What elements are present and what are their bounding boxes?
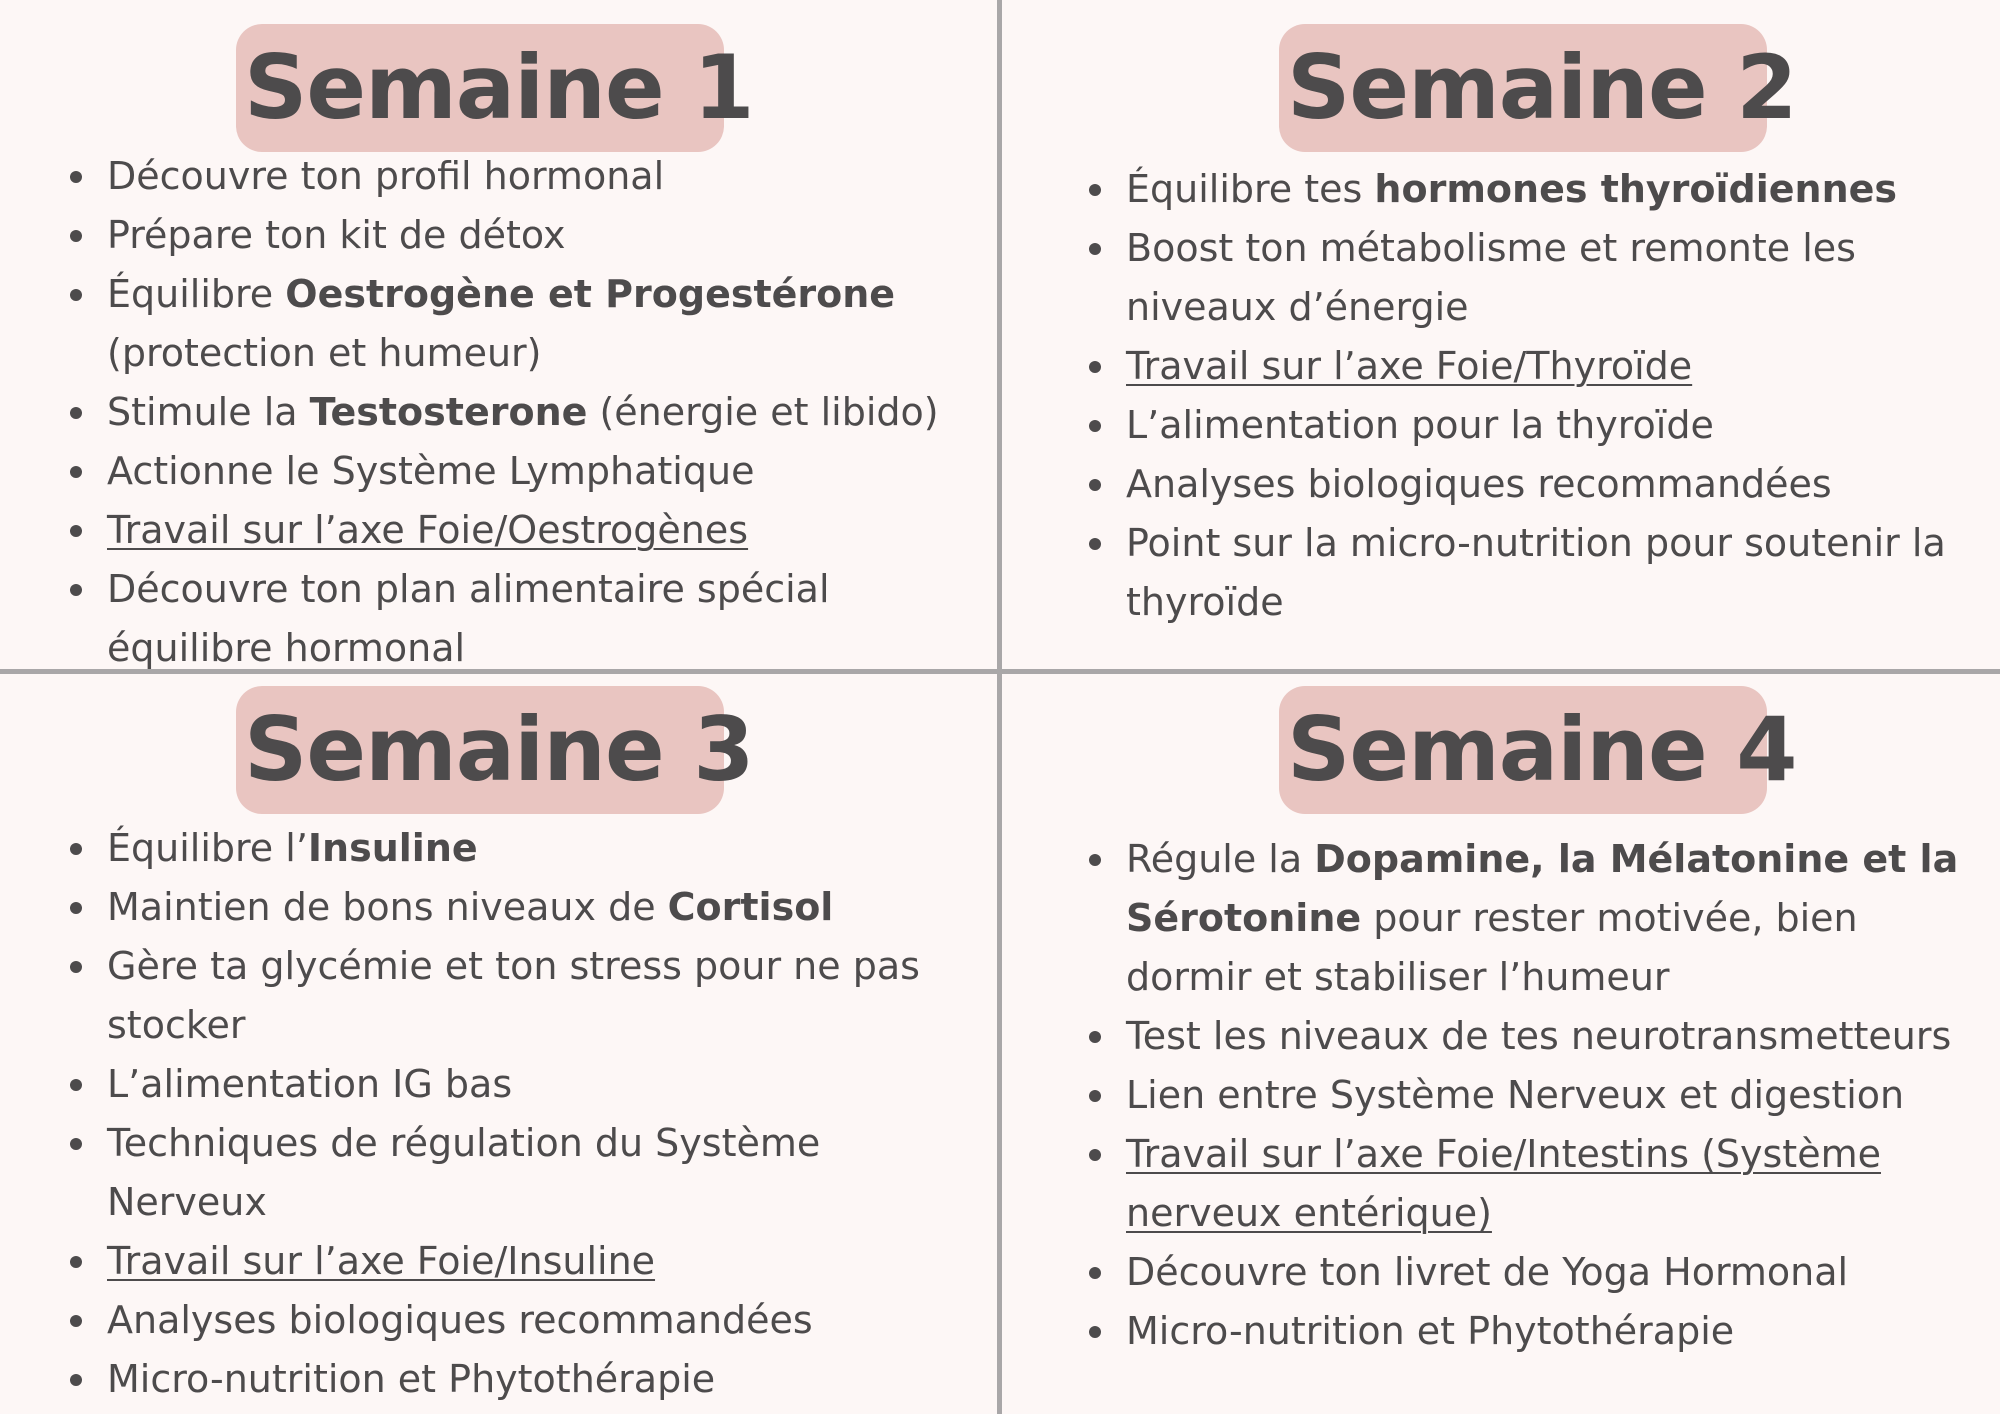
list-item [107,501,987,560]
week-2-panel [1002,0,2000,669]
week-1-panel [0,0,997,669]
list-item: Stimule la Testosterone (énergie et libido) [107,383,987,442]
list-item: Lien entre Système Nerveux et digestion [1126,1066,1992,1125]
underlined-topic: Travail sur l’axe Foie/Oestrogènes [107,508,749,552]
list-item: L’alimentation pour la thyroïde [1126,396,1992,455]
list-item: Techniques de régulation du Système Nerveux [107,1114,987,1232]
week-1-title: Semaine 1 [236,24,724,152]
list-item: L’alimentation IG bas [107,1055,987,1114]
list-item: Maintien de bons niveaux de Cortisol [107,878,987,937]
list-item: Équilibre tes hormones thyroïdiennes [1126,160,1992,219]
week-3-panel [0,674,997,1414]
list-item: Découvre ton livret de Yoga Hormonal [1126,1243,1992,1302]
list-item: Gère ta glycémie et ton stress pour ne pas stocker [107,937,987,1055]
list-item: Prépare ton kit de détox [107,206,987,265]
list-item: Micro-nutrition et Phytothérapie [1126,1302,1992,1361]
list-item: Régule la Dopamine, la Mélatonine et la Sérotonine pour rester motivée, bien dormir et stabiliser l’humeur [1126,830,1992,1007]
week-4-list [1126,830,1992,1361]
list-item: Équilibre Oestrogène et Progestérone (protection et humeur) [107,265,987,383]
list-item: Point sur la micro-nutrition pour soutenir la thyroïde [1126,514,1992,632]
week-3-title: Semaine 3 [236,686,724,814]
week-1-list [107,147,987,678]
list-item: Actionne le Système Lymphatique [107,442,987,501]
list-item: Analyses biologiques recommandées [1126,455,1992,514]
week-2-list [1126,160,1992,632]
list-item [1126,337,1992,396]
week-4-title: Semaine 4 [1279,686,1767,814]
week-4-panel [1002,674,2000,1414]
list-item: Analyses biologiques recommandées [107,1291,987,1350]
list-item: Boost ton métabolisme et remonte les niveaux d’énergie [1126,219,1992,337]
underlined-topic: Travail sur l’axe Foie/Intestins (Système nerveux entérique) [1126,1132,1881,1235]
week-3-list [107,819,987,1409]
underlined-topic: Travail sur l’axe Foie/Insuline [107,1239,656,1283]
list-item [1126,1125,1992,1243]
week-2-title: Semaine 2 [1279,24,1767,152]
list-item: Test les niveaux de tes neurotransmetteurs [1126,1007,1992,1066]
list-item: Découvre ton plan alimentaire spécial équilibre hormonal [107,560,987,678]
underlined-topic: Travail sur l’axe Foie/Thyroïde [1126,344,1693,388]
list-item: Équilibre l’Insuline [107,819,987,878]
list-item [107,1232,987,1291]
list-item: Micro-nutrition et Phytothérapie [107,1350,987,1409]
list-item: Découvre ton profil hormonal [107,147,987,206]
